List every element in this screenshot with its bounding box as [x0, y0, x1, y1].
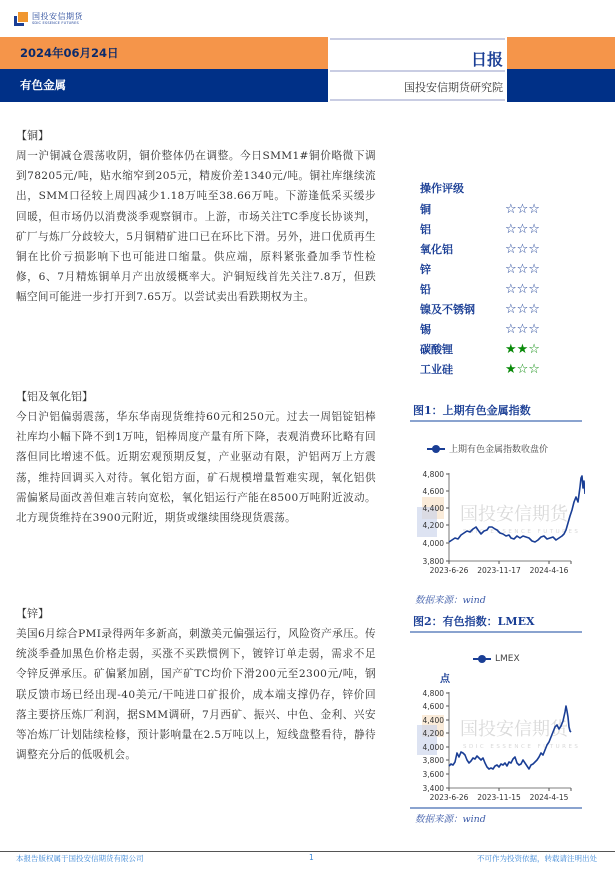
section-zinc: [16, 604, 376, 765]
rating-label: 锌: [420, 263, 431, 276]
rating-label: 铅: [420, 283, 431, 296]
svg-text:2024-4-15: 2024-4-15: [529, 793, 569, 802]
figure-2-unit: 点: [440, 674, 450, 685]
header-title-box: [328, 37, 507, 102]
header-navy-band: [0, 69, 615, 102]
svg-text:4,000: 4,000: [422, 743, 444, 752]
svg-text:国投安信期货: 国投安信期货: [460, 719, 568, 740]
svg-text:SDIC ESSENCE FUTURES: SDIC ESSENCE FUTURES: [463, 529, 581, 535]
svg-text:3,400: 3,400: [422, 784, 444, 793]
star-rating-icon: ☆☆☆: [505, 261, 540, 277]
svg-text:3,600: 3,600: [422, 770, 444, 779]
divider: [330, 99, 505, 101]
legend-label: LMEX: [495, 654, 520, 664]
logo-text-en: SDIC ESSENCE FUTURES: [32, 20, 79, 25]
rating-label: 铝: [420, 223, 431, 236]
svg-text:4,800: 4,800: [422, 689, 444, 698]
footer-divider: [0, 851, 615, 852]
rating-label: 锡: [420, 323, 431, 336]
section-aluminium: [16, 387, 376, 528]
rating-row-aluminium: [420, 219, 580, 239]
svg-text:4,800: 4,800: [422, 470, 444, 479]
rating-row-lithium-carbonate: [420, 339, 580, 359]
divider: [410, 420, 582, 422]
section-paragraph: 周一沪铜减仓震荡收阴，铜价整体仍在调整。今日SMM1#铜价略微下调到78205元/吨，贴水缩窄到205元，精废价差1340元/吨。铜社库继续流出，SMM口径较上周四减少1.18万吨至38.66万吨。下游逢低采买缓步回暖，但市场仍以消费淡季观察铜市。上游，市场关注TC季度长协谈判，矿厂与炼厂分歧较大，5月铜精矿进口已在环比下滑。另外，进口优质再生铜在比价亏损影响下也可能进口缩量。供应端，原料紧张叠加季节性检修，6、7月精炼铜单月产出放缓概率大。沪铜短线首先关注7.8万，但跌幅空间可能进一步打开到7.65万。以尝试卖出看跌期权为主。: [16, 150, 376, 304]
section-copper: [16, 126, 376, 308]
x-axis-ticks: [430, 561, 571, 575]
rating-label: 铜: [420, 203, 431, 216]
footer-copyright: 本报告版权属于国投安信期货有限公司: [16, 854, 144, 863]
rating-row-nickel-stainless: [420, 299, 580, 319]
svg-text:4,600: 4,600: [422, 487, 444, 496]
svg-text:4,600: 4,600: [422, 702, 444, 711]
footer-disclaimer: 不可作为投资依据，转载请注明出处: [477, 854, 597, 863]
section-title: 【铜】: [16, 129, 49, 142]
figure-2-title: 图2：有色指数：LMEX: [413, 615, 535, 628]
svg-text:国投安信期货: 国投安信期货: [460, 504, 568, 525]
svg-text:4,400: 4,400: [422, 716, 444, 725]
section-paragraph: 今日沪铝偏弱震荡，华东华南现货维持60元和250元。过去一周铝锭铝棒社库均小幅下降不到1万吨，铝棒周度产量有所下降，表观消费环比略有回落但同比增速不低。近期宏观预期反复，产业驱动有限，沪铝两万上方震荡，维持回调买入对待。氧化铝方面，矿石规模增量暂难实现，氧化铝供需偏紧局面改善但难言转向宽松，氧化铝运行产能在8500万吨附近波动。北方现货维持在3900元附近，期货或继续围绕现货震荡。: [16, 411, 376, 525]
svg-text:4,200: 4,200: [422, 729, 444, 738]
svg-text:2023-11-17: 2023-11-17: [477, 566, 521, 575]
svg-text:SDIC ESSENCE FUTURES: SDIC ESSENCE FUTURES: [463, 744, 581, 750]
rating-label: 氧化铝: [420, 243, 453, 256]
figure-1-legend: [427, 442, 548, 455]
svg-text:3,800: 3,800: [422, 756, 444, 765]
svg-text:3,800: 3,800: [422, 557, 444, 566]
legend-marker-icon: [427, 448, 445, 450]
star-rating-icon: ★★☆: [505, 341, 540, 357]
section-title: 【锌】: [16, 607, 49, 620]
figure-2-chart: [405, 685, 585, 805]
section-title: 【铝及氧化铝】: [16, 390, 93, 403]
star-rating-icon: ☆☆☆: [505, 301, 540, 317]
svg-text:4,200: 4,200: [422, 521, 444, 530]
rating-label: 碳酸锂: [420, 343, 453, 356]
logo-text-cn: 国投安信期货: [32, 11, 83, 21]
report-category: 有色金属: [20, 78, 66, 92]
logo-mark-icon: [14, 12, 28, 26]
star-rating-icon: ★☆☆: [505, 361, 540, 377]
star-rating-icon: ☆☆☆: [505, 221, 540, 237]
star-rating-icon: ☆☆☆: [505, 321, 540, 337]
rating-label: 工业硅: [420, 363, 453, 376]
rating-row-industrial-silicon: [420, 359, 580, 379]
divider: [410, 631, 582, 633]
rating-label: 镍及不锈钢: [420, 303, 475, 316]
report-date: 2024年06月24日: [20, 46, 119, 60]
figure-2-source: 数据来源：wind: [415, 814, 486, 825]
figure-2-legend: [473, 654, 520, 664]
rating-row-copper: [420, 199, 580, 219]
x-axis-ticks: [430, 788, 571, 802]
section-paragraph: 美国6月综合PMI录得两年多新高，刺激美元偏强运行，风险资产承压。传统淡季叠加黑色价格走弱，买涨不买跌惯例下，镀锌订单走弱，需求不足令锌反弹承压。矿偏紧加剧，国产矿TC均价下滑200元至2300元/吨，钢联反馈市场已经出现-40美元/干吨进口矿报价，成本端支撑仍存，锌价回落主要挤压炼厂利润，据SMM调研，7月西矿、振兴、中色、金利、兴安等冶炼厂计划陆续检修，预计影响量在2.5万吨以上，短线盘整看待，静待调整充分后的低吸机会。: [16, 628, 376, 762]
figure-1-title: 图1：上期有色金属指数: [413, 404, 531, 417]
rating-row-zinc: [420, 259, 580, 279]
rating-row-lead: [420, 279, 580, 299]
legend-label: 上期有色金属指数收盘价: [449, 445, 549, 455]
institute-name: 国投安信期货研究院: [404, 81, 503, 94]
svg-text:4,400: 4,400: [422, 504, 444, 513]
svg-text:2024-4-16: 2024-4-16: [529, 566, 569, 575]
star-rating-icon: ☆☆☆: [505, 241, 540, 257]
legend-marker-icon: [473, 658, 491, 660]
company-logo: [14, 9, 83, 29]
divider: [330, 38, 505, 40]
page-number: 1: [309, 853, 314, 862]
rating-row-alumina: [420, 239, 580, 259]
divider: [410, 807, 582, 809]
figure-1-chart: [405, 465, 585, 585]
svg-text:2023-6-26: 2023-6-26: [429, 793, 469, 802]
svg-text:2023-6-26: 2023-6-26: [429, 566, 469, 575]
svg-text:4,000: 4,000: [422, 539, 444, 548]
svg-text:2023-11-15: 2023-11-15: [477, 793, 521, 802]
star-rating-icon: ☆☆☆: [505, 281, 540, 297]
rating-title: 操作评级: [420, 182, 464, 195]
rating-row-tin: [420, 319, 580, 339]
report-type: 日报: [470, 50, 503, 69]
figure-1-source: 数据来源：wind: [415, 595, 486, 606]
divider: [330, 70, 505, 72]
star-rating-icon: ☆☆☆: [505, 201, 540, 217]
